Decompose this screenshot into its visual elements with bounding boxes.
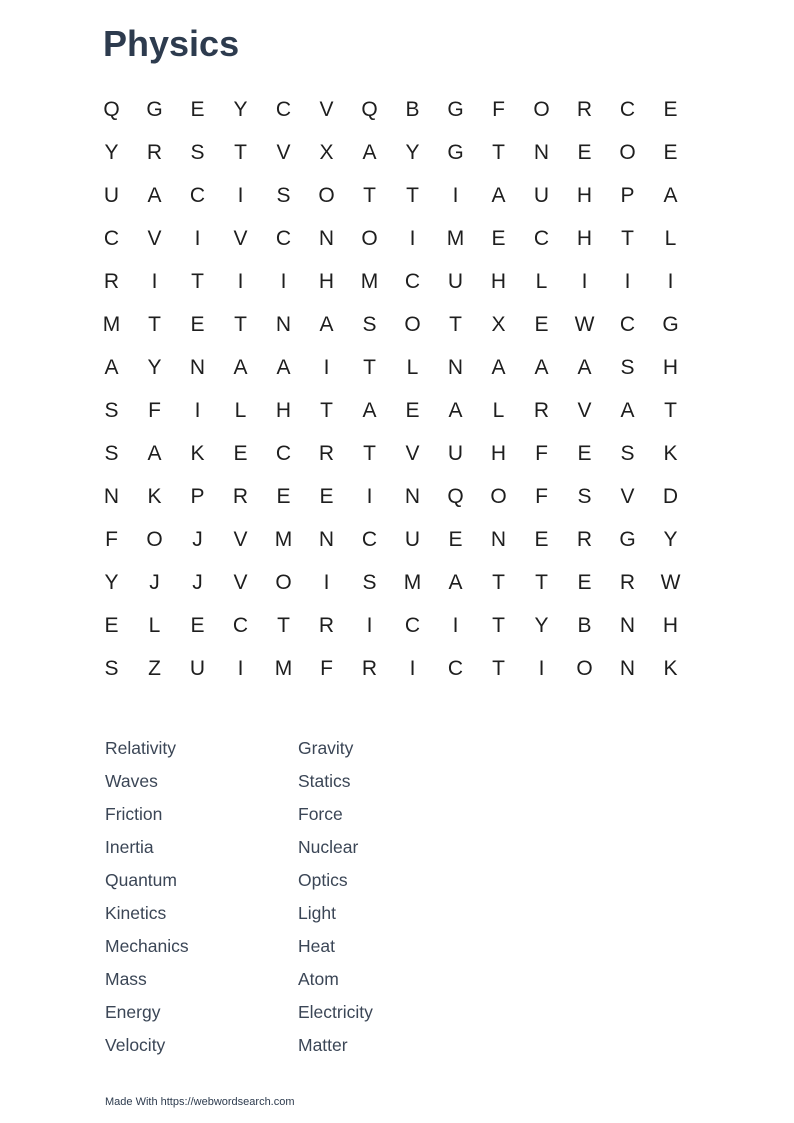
word-list-item: Force: [298, 804, 343, 824]
grid-cell[interactable]: T: [363, 441, 376, 465]
grid-cell[interactable]: M: [274, 527, 293, 551]
grid-cell[interactable]: U: [103, 183, 120, 207]
grid-cell[interactable]: I: [366, 613, 373, 637]
grid-cell[interactable]: Y: [405, 140, 420, 164]
grid-cell[interactable]: C: [275, 441, 292, 465]
grid-cell[interactable]: U: [189, 656, 206, 680]
word-list-item: Waves: [105, 771, 158, 791]
grid-cell[interactable]: T: [621, 226, 634, 250]
grid-cell[interactable]: R: [146, 140, 163, 164]
grid-cell[interactable]: N: [103, 484, 120, 508]
grid-cell[interactable]: H: [490, 441, 507, 465]
grid-cell[interactable]: N: [447, 355, 464, 379]
grid-cell[interactable]: R: [318, 441, 335, 465]
grid-cell[interactable]: R: [576, 527, 593, 551]
word-list-item: Mass: [105, 969, 147, 989]
grid-cell[interactable]: A: [233, 355, 248, 379]
grid-cell[interactable]: I: [452, 613, 459, 637]
grid-cell[interactable]: P: [620, 183, 635, 207]
grid-cell[interactable]: Y: [233, 97, 248, 121]
grid-cell[interactable]: J: [149, 570, 160, 594]
grid-cell[interactable]: S: [620, 441, 635, 465]
word-list-item: Optics: [298, 870, 348, 890]
grid-cell[interactable]: I: [194, 226, 201, 250]
grid-cell[interactable]: O: [318, 183, 335, 207]
grid-cell[interactable]: A: [362, 398, 377, 422]
grid-cell[interactable]: C: [232, 613, 249, 637]
grid-cell[interactable]: Y: [534, 613, 549, 637]
grid-cell[interactable]: O: [275, 570, 292, 594]
grid-cell[interactable]: E: [448, 527, 463, 551]
grid-cell[interactable]: P: [190, 484, 205, 508]
grid-cell[interactable]: A: [663, 183, 678, 207]
grid-cell[interactable]: V: [233, 527, 248, 551]
grid-cell[interactable]: D: [662, 484, 679, 508]
grid-cell[interactable]: T: [363, 183, 376, 207]
grid-cell[interactable]: A: [491, 183, 506, 207]
grid-cell[interactable]: Q: [361, 97, 378, 121]
footer-credit: Made With https://webwordsearch.com: [105, 1096, 295, 1108]
grid-cell[interactable]: E: [190, 97, 205, 121]
grid-cell[interactable]: E: [491, 226, 506, 250]
grid-cell[interactable]: T: [148, 312, 161, 336]
grid-cell[interactable]: C: [189, 183, 206, 207]
grid-cell[interactable]: E: [190, 312, 205, 336]
grid-cell[interactable]: R: [619, 570, 636, 594]
grid-cell[interactable]: Z: [148, 656, 161, 680]
grid-cell[interactable]: W: [574, 312, 595, 336]
grid-cell[interactable]: K: [663, 441, 678, 465]
word-list-item: Electricity: [298, 1002, 373, 1022]
grid-cell[interactable]: U: [404, 527, 421, 551]
word-list-item: Heat: [298, 936, 335, 956]
grid-cell[interactable]: T: [492, 613, 505, 637]
grid-cell[interactable]: T: [492, 140, 505, 164]
grid-cell[interactable]: I: [280, 269, 287, 293]
grid-cell[interactable]: G: [146, 97, 163, 121]
grid-cell[interactable]: O: [361, 226, 378, 250]
grid-cell[interactable]: L: [406, 355, 419, 379]
grid-cell[interactable]: H: [576, 226, 593, 250]
grid-cell[interactable]: E: [534, 312, 549, 336]
grid-cell[interactable]: I: [151, 269, 158, 293]
grid-cell[interactable]: S: [577, 484, 592, 508]
grid-cell[interactable]: Q: [103, 97, 120, 121]
word-list-item: Relativity: [105, 738, 176, 758]
grid-cell[interactable]: S: [362, 570, 377, 594]
grid-cell[interactable]: L: [234, 398, 247, 422]
grid-cell[interactable]: C: [533, 226, 550, 250]
grid-cell[interactable]: L: [148, 613, 161, 637]
grid-cell[interactable]: H: [275, 398, 292, 422]
word-list-item: Energy: [105, 1002, 161, 1022]
grid-cell[interactable]: A: [620, 398, 635, 422]
grid-cell[interactable]: K: [190, 441, 205, 465]
grid-cell[interactable]: N: [619, 656, 636, 680]
grid-cell[interactable]: E: [577, 140, 592, 164]
grid-cell[interactable]: F: [535, 484, 548, 508]
grid-cell[interactable]: N: [490, 527, 507, 551]
grid-cell[interactable]: I: [538, 656, 545, 680]
grid-cell[interactable]: M: [403, 570, 422, 594]
grid-cell[interactable]: O: [146, 527, 163, 551]
grid-cell[interactable]: N: [189, 355, 206, 379]
grid-cell[interactable]: K: [663, 656, 678, 680]
grid-cell[interactable]: L: [492, 398, 505, 422]
word-list-item: Matter: [298, 1035, 348, 1055]
grid-cell[interactable]: I: [452, 183, 459, 207]
grid-cell[interactable]: B: [577, 613, 592, 637]
grid-cell[interactable]: T: [277, 613, 290, 637]
grid-cell[interactable]: U: [447, 269, 464, 293]
grid-cell[interactable]: E: [233, 441, 248, 465]
grid-cell[interactable]: R: [576, 97, 593, 121]
word-list-item: Statics: [298, 771, 351, 791]
grid-cell[interactable]: C: [275, 226, 292, 250]
grid-cell[interactable]: S: [104, 398, 119, 422]
grid-cell[interactable]: E: [534, 527, 549, 551]
letter-grid: [90, 88, 692, 690]
grid-cell[interactable]: I: [667, 269, 674, 293]
word-list-item: Velocity: [105, 1035, 166, 1055]
grid-cell[interactable]: X: [319, 140, 334, 164]
grid-cell[interactable]: R: [103, 269, 120, 293]
grid-cell[interactable]: S: [190, 140, 205, 164]
grid-cell[interactable]: F: [105, 527, 118, 551]
grid-cell[interactable]: T: [449, 312, 462, 336]
grid-cell[interactable]: R: [533, 398, 550, 422]
grid-cell[interactable]: O: [404, 312, 421, 336]
grid-cell[interactable]: E: [577, 570, 592, 594]
grid-cell[interactable]: V: [233, 570, 248, 594]
word-list-item: Inertia: [105, 837, 154, 857]
grid-cell[interactable]: O: [619, 140, 636, 164]
grid-cell[interactable]: N: [318, 527, 335, 551]
grid-cell[interactable]: K: [147, 484, 162, 508]
grid-cell[interactable]: C: [619, 312, 636, 336]
grid-cell[interactable]: A: [104, 355, 119, 379]
word-list: [105, 736, 505, 1066]
grid-cell[interactable]: T: [234, 140, 247, 164]
grid-cell[interactable]: J: [192, 570, 203, 594]
grid-cell[interactable]: A: [319, 312, 334, 336]
grid-cell[interactable]: T: [191, 269, 204, 293]
grid-cell[interactable]: W: [660, 570, 681, 594]
word-list-item: Atom: [298, 969, 339, 989]
grid-cell[interactable]: T: [492, 656, 505, 680]
grid-cell[interactable]: E: [663, 140, 678, 164]
grid-cell[interactable]: G: [662, 312, 679, 336]
grid-cell[interactable]: T: [320, 398, 333, 422]
grid-cell[interactable]: S: [104, 441, 119, 465]
grid-cell[interactable]: V: [147, 226, 162, 250]
grid-cell[interactable]: T: [492, 570, 505, 594]
grid-cell[interactable]: A: [534, 355, 549, 379]
grid-cell[interactable]: S: [276, 183, 291, 207]
grid-cell[interactable]: V: [577, 398, 592, 422]
grid-cell[interactable]: V: [233, 226, 248, 250]
word-list-item: Kinetics: [105, 903, 167, 923]
grid-cell[interactable]: Q: [447, 484, 464, 508]
grid-cell[interactable]: S: [362, 312, 377, 336]
grid-cell[interactable]: X: [491, 312, 506, 336]
grid-cell[interactable]: G: [619, 527, 636, 551]
grid-cell[interactable]: V: [405, 441, 420, 465]
grid-cell[interactable]: F: [148, 398, 161, 422]
grid-cell[interactable]: N: [275, 312, 292, 336]
grid-cell[interactable]: A: [448, 398, 463, 422]
grid-cell[interactable]: V: [319, 97, 334, 121]
grid-cell[interactable]: F: [492, 97, 505, 121]
grid-cell[interactable]: I: [624, 269, 631, 293]
word-list-item: Quantum: [105, 870, 177, 890]
grid-cell[interactable]: E: [405, 398, 420, 422]
grid-cell[interactable]: I: [366, 484, 373, 508]
grid-cell[interactable]: U: [447, 441, 464, 465]
grid-cell[interactable]: A: [577, 355, 592, 379]
grid-cell[interactable]: O: [490, 484, 507, 508]
grid-cell[interactable]: I: [194, 398, 201, 422]
grid-cell[interactable]: H: [318, 269, 335, 293]
grid-cell[interactable]: I: [237, 656, 244, 680]
page-title: Physics: [103, 23, 240, 64]
grid-cell[interactable]: T: [535, 570, 548, 594]
grid-cell[interactable]: C: [361, 527, 378, 551]
grid-cell[interactable]: E: [663, 97, 678, 121]
grid-cell[interactable]: J: [192, 527, 203, 551]
grid-cell[interactable]: I: [409, 656, 416, 680]
word-list-item: Light: [298, 903, 336, 923]
grid-cell[interactable]: S: [620, 355, 635, 379]
grid-cell[interactable]: H: [662, 613, 679, 637]
grid-cell[interactable]: M: [446, 226, 465, 250]
grid-cell[interactable]: O: [576, 656, 593, 680]
grid-cell[interactable]: T: [234, 312, 247, 336]
grid-cell[interactable]: O: [533, 97, 550, 121]
grid-cell[interactable]: B: [405, 97, 420, 121]
grid-cell[interactable]: A: [448, 570, 463, 594]
grid-cell[interactable]: A: [147, 441, 162, 465]
grid-cell[interactable]: C: [103, 226, 120, 250]
grid-cell[interactable]: F: [535, 441, 548, 465]
grid-cell[interactable]: H: [576, 183, 593, 207]
grid-cell[interactable]: V: [276, 140, 291, 164]
grid-cell[interactable]: M: [102, 312, 121, 336]
grid-cell[interactable]: S: [104, 656, 119, 680]
grid-cell[interactable]: N: [404, 484, 421, 508]
grid-cell[interactable]: L: [535, 269, 548, 293]
grid-cell[interactable]: I: [237, 183, 244, 207]
grid-cell[interactable]: R: [318, 613, 335, 637]
grid-cell[interactable]: Y: [663, 527, 678, 551]
grid-cell[interactable]: T: [363, 355, 376, 379]
grid-cell[interactable]: T: [406, 183, 419, 207]
grid-cell[interactable]: N: [619, 613, 636, 637]
word-list-item: Gravity: [298, 738, 354, 758]
grid-cell[interactable]: E: [319, 484, 334, 508]
grid-cell[interactable]: I: [323, 355, 330, 379]
word-list-item: Nuclear: [298, 837, 359, 857]
grid-cell[interactable]: Y: [104, 140, 119, 164]
grid-cell[interactable]: N: [318, 226, 335, 250]
grid-cell[interactable]: C: [404, 269, 421, 293]
grid-cell[interactable]: E: [104, 613, 119, 637]
grid-cell[interactable]: F: [320, 656, 333, 680]
grid-cell[interactable]: E: [276, 484, 291, 508]
grid-cell[interactable]: A: [491, 355, 506, 379]
grid-cell[interactable]: H: [490, 269, 507, 293]
grid-cell[interactable]: I: [323, 570, 330, 594]
grid-cell[interactable]: I: [409, 226, 416, 250]
grid-cell[interactable]: E: [577, 441, 592, 465]
grid-cell[interactable]: I: [237, 269, 244, 293]
grid-cell[interactable]: C: [619, 97, 636, 121]
grid-cell[interactable]: A: [147, 183, 162, 207]
grid-cell[interactable]: A: [362, 140, 377, 164]
grid-cell[interactable]: C: [447, 656, 464, 680]
grid-cell[interactable]: E: [190, 613, 205, 637]
grid-cell[interactable]: V: [620, 484, 635, 508]
word-list-item: Friction: [105, 804, 163, 824]
grid-cell[interactable]: R: [361, 656, 378, 680]
grid-cell[interactable]: T: [664, 398, 677, 422]
grid-cell[interactable]: G: [447, 97, 464, 121]
grid-cell[interactable]: M: [274, 656, 293, 680]
grid-cell[interactable]: N: [533, 140, 550, 164]
grid-cell[interactable]: L: [664, 226, 677, 250]
grid-cell[interactable]: C: [404, 613, 421, 637]
grid-cell[interactable]: M: [360, 269, 379, 293]
grid-cell[interactable]: Y: [147, 355, 162, 379]
grid-cell[interactable]: G: [447, 140, 464, 164]
grid-cell[interactable]: H: [662, 355, 679, 379]
grid-cell[interactable]: U: [533, 183, 550, 207]
grid-cell[interactable]: I: [581, 269, 588, 293]
word-list-item: Mechanics: [105, 936, 189, 956]
grid-cell[interactable]: R: [232, 484, 249, 508]
grid-cell[interactable]: Y: [104, 570, 119, 594]
grid-cell[interactable]: A: [276, 355, 291, 379]
grid-cell[interactable]: C: [275, 97, 292, 121]
